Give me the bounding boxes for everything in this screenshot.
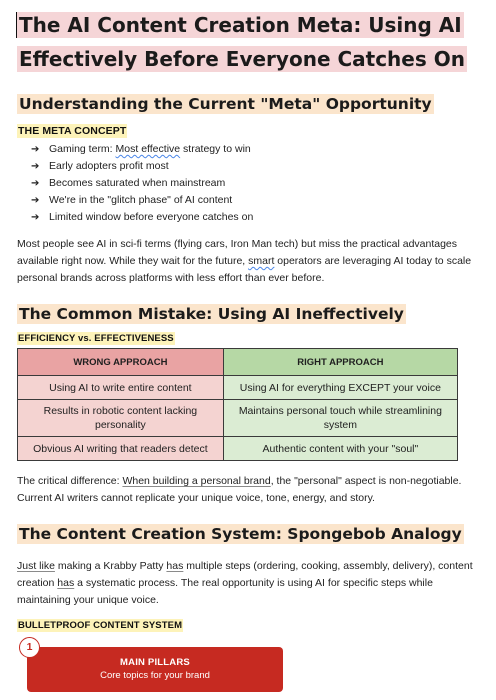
label-bulletproof-system: BULLETPROOF CONTENT SYSTEM (18, 620, 183, 631)
table-cell: Using AI for everything EXCEPT your voice (223, 376, 457, 400)
step-card-main-pillars[interactable] (27, 647, 283, 692)
section-heading-common-mistake[interactable]: The Common Mistake: Using AI Ineffectively (19, 305, 404, 323)
inline-link[interactable]: When building a personal brand (122, 475, 271, 487)
spellcheck-mark[interactable]: Most effective (115, 143, 181, 155)
step-title: MAIN PILLARS (120, 657, 190, 668)
list-item: ➔ Limited window before everyone catches on (31, 209, 253, 226)
arrow-right-icon: ➔ (31, 195, 40, 206)
arrow-right-icon: ➔ (31, 161, 40, 172)
table-cell: Using AI to write entire content (18, 376, 224, 400)
table-row (18, 437, 458, 461)
list-item: ➔ Becomes saturated when mainstream (31, 175, 253, 192)
list-item: ➔ Gaming term: Most effective strategy to win (31, 141, 253, 158)
list-item: ➔ Early adopters profit most (31, 158, 253, 175)
table-header-right: RIGHT APPROACH (223, 349, 457, 376)
comparison-table (17, 348, 458, 461)
paragraph-critical-difference[interactable]: The critical difference: When building a personal brand, the "personal" aspect is non-negotiable. Current AI writers cannot replicate your unique voice, tone, energy, and story. (17, 475, 462, 504)
table-cell: Obvious AI writing that readers detect (18, 437, 224, 461)
inline-link[interactable]: has (166, 560, 184, 572)
table-row (18, 376, 458, 400)
arrow-right-icon: ➔ (31, 212, 40, 223)
section-heading-meta-opportunity[interactable]: Understanding the Current "Meta" Opportunity (19, 95, 432, 113)
inline-link[interactable]: Just like (17, 560, 55, 572)
step-number-badge: 1 (19, 637, 40, 658)
table-cell: Results in robotic content lacking personality (18, 400, 224, 437)
paragraph-spongebob-analogy[interactable]: Just like making a Krabby Patty has multiple steps (ordering, cooking, assembly, delivery), content creation has a systematic process. The real opportunity is using AI for specific steps while maintaining your unique voice. (17, 560, 473, 606)
step-subtitle: Core topics for your brand (100, 670, 210, 681)
table-cell: Maintains personal touch while streamlining system (223, 400, 457, 437)
arrow-right-icon: ➔ (31, 144, 40, 155)
table-cell: Authentic content with your "soul" (223, 437, 457, 461)
table-row (18, 400, 458, 437)
label-meta-concept: THE META CONCEPT (18, 125, 127, 137)
paragraph-meta-intro[interactable]: Most people see AI in sci-fi terms (flying cars, Iron Man tech) but miss the practical advantages available right now. While they wait for the future, smart operators are leveraging AI today to scale personal brands across platforms with less effort than ever before. (17, 238, 472, 284)
label-efficiency-effectiveness: EFFICIENCY vs. EFFECTIVENESS (18, 333, 174, 344)
spellcheck-mark[interactable]: smart (248, 255, 275, 267)
table-header-wrong: WRONG APPROACH (18, 349, 224, 376)
arrow-right-icon: ➔ (31, 178, 40, 189)
section-heading-content-system[interactable]: The Content Creation System: Spongebob Analogy (19, 525, 462, 543)
list-item: ➔ We're in the "glitch phase" of AI content (31, 192, 253, 209)
meta-concept-list (31, 141, 253, 226)
inline-link[interactable]: has (57, 577, 75, 589)
document-title[interactable]: The AI Content Creation Meta: Using AI Effectively Before Everyone Catches On (19, 13, 465, 71)
